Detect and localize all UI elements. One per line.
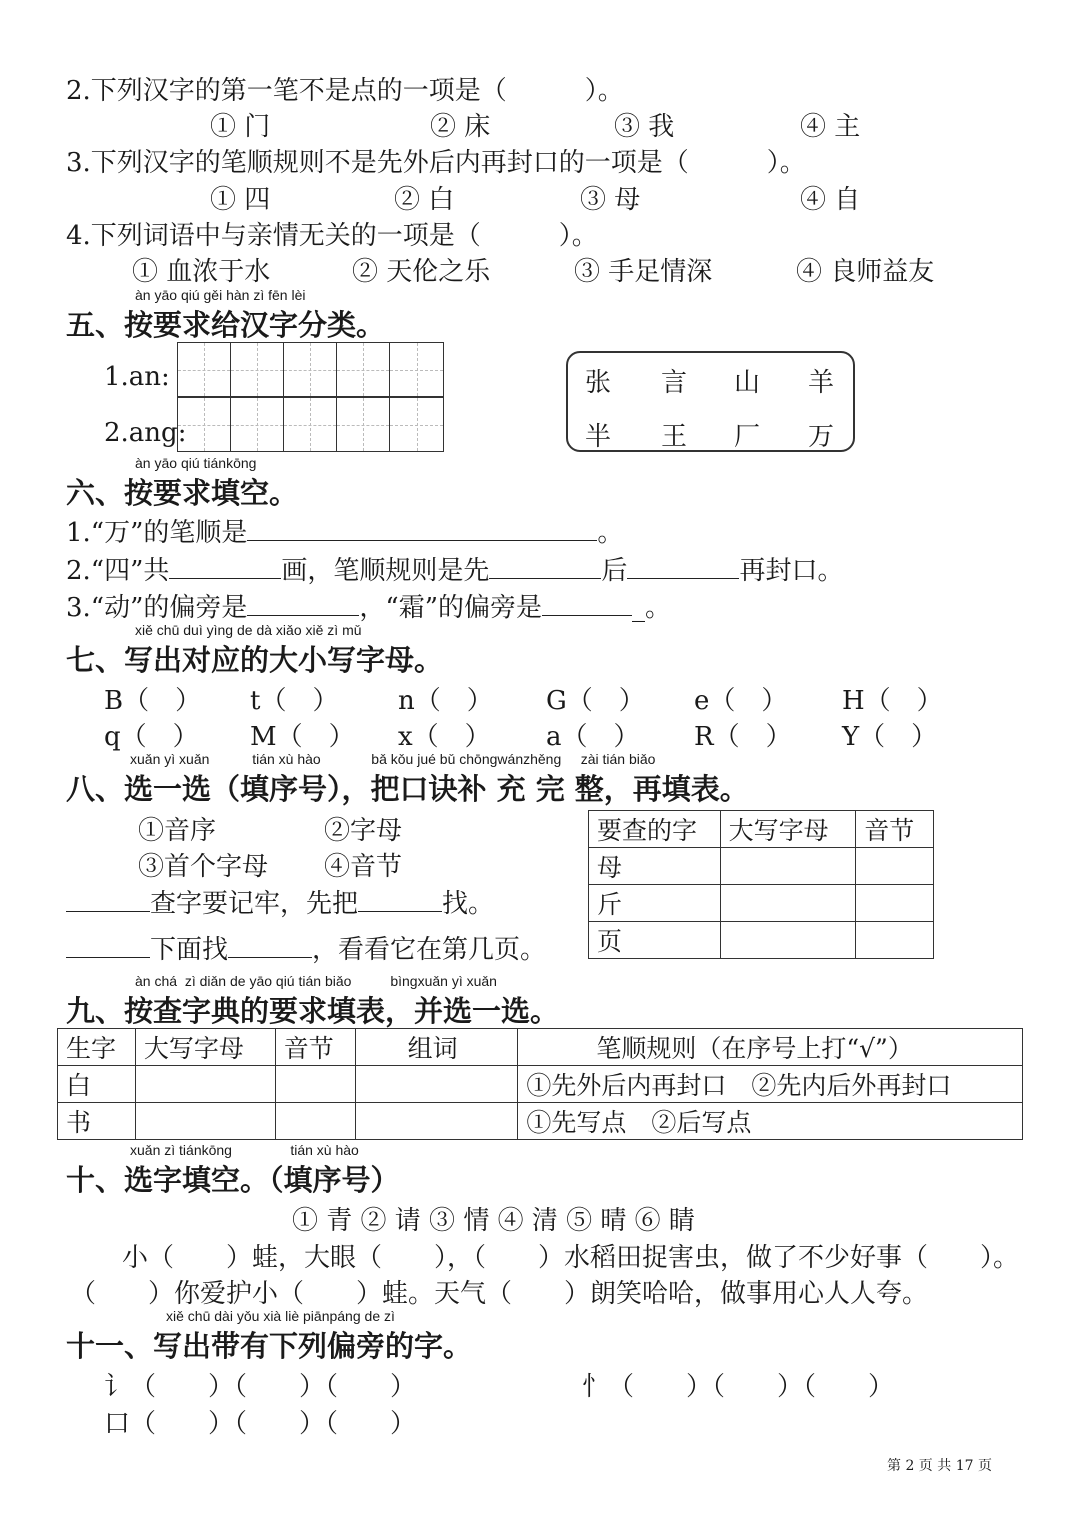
q3-option-2: ② 白	[394, 185, 455, 215]
q3-option-1: ① 四	[210, 185, 271, 215]
letter-item: t（ ）	[250, 686, 339, 716]
table-header: 音节	[275, 1029, 355, 1066]
section-8-pinyin: xuǎn yì xuǎn tián xù hào bǎ kǒu jué bǔ chōngwánzhěng zài tián biǎo	[130, 751, 656, 767]
char-options: ① 青 ② 请 ③ 情 ④ 清 ⑤ 晴 ⑥ 睛	[292, 1206, 695, 1236]
table-cell: 书	[58, 1103, 136, 1140]
character-box	[566, 351, 855, 452]
q2-option-3: ③ 我	[614, 112, 675, 142]
table-header: 要查的字	[589, 811, 721, 848]
section-5-pinyin: àn yāo qiú gěi hàn zì fēn lèi	[135, 287, 306, 303]
letter-item: a（ ）	[546, 722, 640, 752]
option: ③首个字母	[138, 852, 269, 882]
letter-item: n（ ）	[398, 686, 493, 716]
char: 王	[661, 422, 688, 452]
char: 张	[585, 368, 612, 398]
char: 万	[808, 422, 835, 452]
blank[interactable]	[66, 931, 150, 958]
section-10-pinyin: xuǎn zì tiánkōng tián xù hào	[130, 1142, 359, 1158]
letter-item: H（ ）	[842, 686, 943, 716]
question-2: 2.下列汉字的第一笔不是点的一项是（ ）。	[66, 76, 624, 106]
table-cell: 白	[58, 1066, 136, 1103]
stroke-rule-options[interactable]: ①先外后内再封口 ②先内后外再封口	[518, 1066, 1023, 1103]
section-9-title: 九、按查字典的要求填表，并选一选。	[66, 994, 560, 1028]
blank[interactable]	[489, 552, 601, 579]
letter-item: e（ ）	[694, 686, 788, 716]
section-10-title: 十、选字填空。（填序号）	[66, 1163, 400, 1197]
table-header: 笔顺规则（在序号上打“√”）	[518, 1029, 1023, 1066]
q4-option-1: ① 血浓于水	[132, 257, 271, 287]
poem-line-1: 小（ ）蛙，大眼（ ），（ ）水稻田捉害虫，做了不少好事（ ）。	[122, 1243, 1020, 1273]
blank[interactable]	[66, 885, 150, 912]
q2-option-2: ② 床	[430, 112, 491, 142]
section-7-title: 七、写出对应的大小写字母。	[66, 643, 444, 677]
radical-row: 口（ ）（ ）（ ）	[104, 1409, 417, 1439]
letter-item: q（ ）	[104, 722, 199, 752]
fill-line-3: 3.“动”的偏旁是 ，“霜”的偏旁是 _。	[66, 587, 671, 624]
question-4: 4.下列词语中与亲情无关的一项是（ ）。	[66, 221, 598, 251]
section-11-title: 十一、写出带有下列偏旁的字。	[66, 1329, 473, 1363]
letter-item: R（ ）	[694, 722, 792, 752]
lookup-table	[588, 810, 934, 959]
row-an-label: 1.an:	[104, 362, 170, 392]
blank[interactable]	[627, 552, 739, 579]
q3-option-3: ③ 母	[580, 185, 641, 215]
poem-line-2: （ ）你爱护小（ ）蛙。天气（ ）朗笑哈哈，做事用心人人夸。	[70, 1279, 929, 1309]
writing-grid-ang[interactable]	[177, 397, 444, 452]
table-cell: 页	[589, 922, 721, 959]
char: 厂	[734, 422, 761, 452]
table-header: 音节	[856, 811, 934, 848]
blank[interactable]	[247, 589, 359, 616]
page-number: 第 2 页 共 17 页	[887, 1458, 992, 1474]
section-5-title: 五、按要求给汉字分类。	[66, 308, 386, 342]
section-9-pinyin: àn chá zì diǎn de yāo qiú tián biǎo bìngxuǎn yì xuǎn	[135, 973, 497, 989]
q3-option-4: ④ 自	[800, 185, 861, 215]
section-11-pinyin: xiě chū dài yǒu xià liè piānpáng de zì	[166, 1308, 395, 1324]
fill-line-2: 2.“四”共 画，笔顺规则是先 后 再封口。	[66, 550, 843, 587]
section-7-pinyin: xiě chū duì yìng de dà xiǎo xiě zì mǔ	[135, 622, 362, 638]
blank[interactable]	[358, 885, 442, 912]
table-header: 组词	[355, 1029, 518, 1066]
letter-item: M（ ）	[250, 722, 355, 752]
q4-option-3: ③ 手足情深	[574, 257, 713, 287]
char: 山	[734, 368, 761, 398]
blank[interactable]	[247, 514, 597, 541]
table-header: 大写字母	[135, 1029, 275, 1066]
section-8-title: 八、选一选（填序号），把口诀补 充 完 整，再填表。	[66, 772, 749, 806]
writing-grid-an[interactable]	[177, 342, 444, 397]
char: 言	[661, 368, 688, 398]
q4-option-4: ④ 良师益友	[796, 257, 935, 287]
blank[interactable]	[228, 931, 312, 958]
radical-row: 忄（ ）（ ）（ ）	[582, 1372, 895, 1402]
option: ②字母	[324, 816, 403, 846]
table-cell: 母	[589, 848, 721, 885]
table-cell: 斤	[589, 885, 721, 922]
option: ①音序	[138, 816, 217, 846]
letter-item: B（ ）	[104, 686, 202, 716]
letter-item: x（ ）	[398, 722, 491, 752]
blank[interactable]	[542, 589, 632, 616]
char: 羊	[808, 368, 835, 398]
dictionary-table	[57, 1028, 1023, 1140]
q2-option-1: ① 门	[210, 112, 271, 142]
section-6-pinyin: àn yāo qiú tiánkōng	[135, 455, 257, 471]
row-ang-label: 2.ang:	[104, 418, 187, 448]
question-3: 3.下列汉字的笔顺规则不是先外后内再封口的一项是（ ）。	[66, 148, 806, 178]
section-6-title: 六、按要求填空。	[66, 476, 299, 510]
option: ④音节	[324, 852, 403, 882]
letter-item: G（ ）	[546, 686, 645, 716]
letter-item: Y（ ）	[842, 722, 938, 752]
q2-option-4: ④ 主	[800, 112, 861, 142]
rhyme-line-2: 下面找 ，看看它在第几页。	[66, 929, 546, 966]
blank[interactable]	[169, 552, 281, 579]
fill-line-1: 1.“万”的笔顺是 。	[66, 512, 623, 549]
table-header: 生字	[58, 1029, 136, 1066]
char: 半	[585, 422, 612, 452]
q4-option-2: ② 天伦之乐	[352, 257, 491, 287]
rhyme-line-1: 查字要记牢，先把 找。	[66, 883, 494, 920]
stroke-rule-options[interactable]: ①先写点 ②后写点	[518, 1103, 1023, 1140]
radical-row: 讠（ ）（ ）（ ）	[104, 1372, 417, 1402]
table-header: 大写字母	[720, 811, 856, 848]
